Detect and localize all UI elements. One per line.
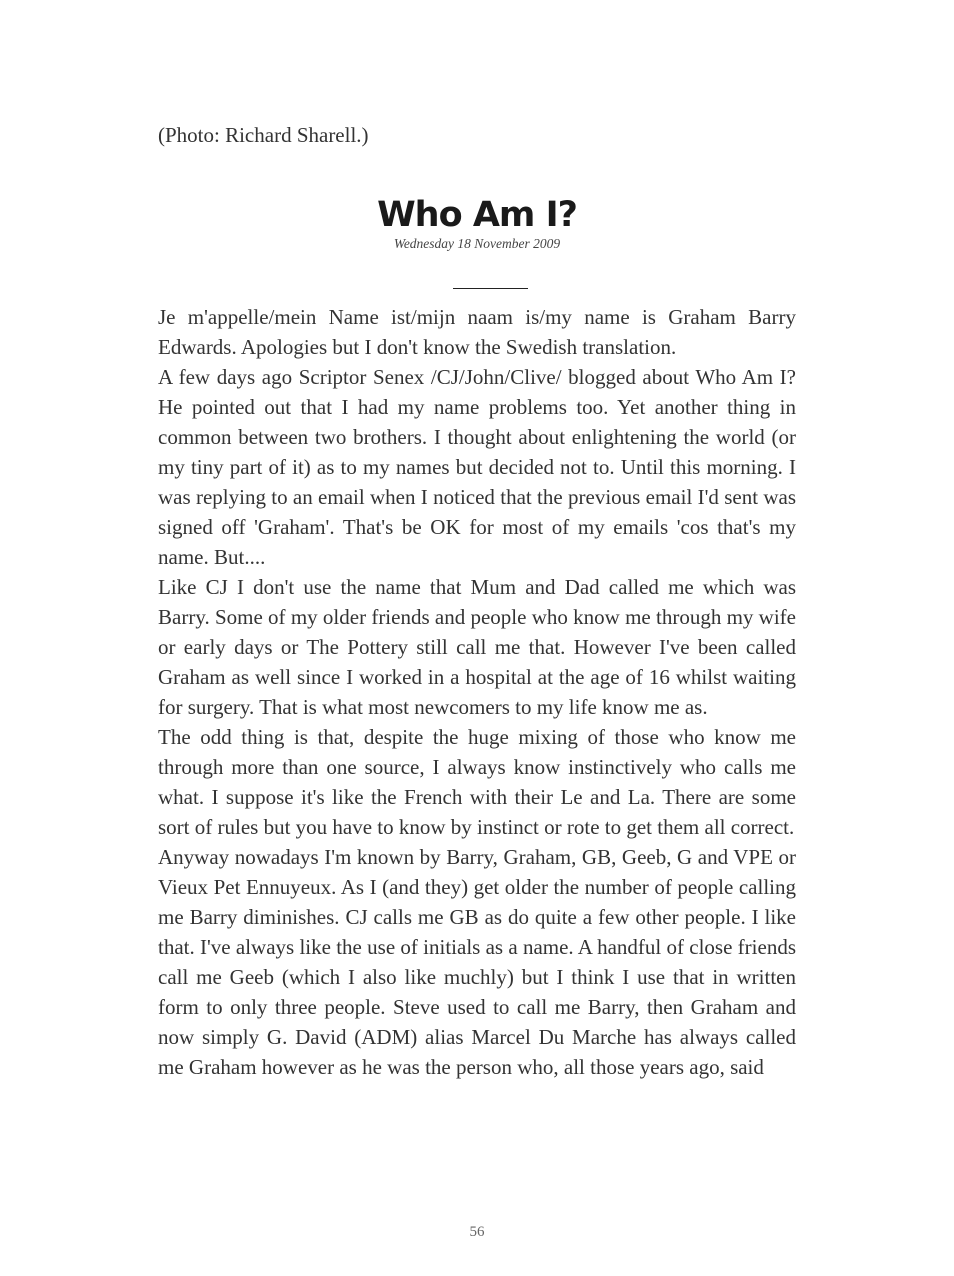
photo-caption: (Photo: Richard Sharell.) (158, 123, 369, 147)
article-paragraph: Anyway nowadays I'm known by Barry, Graham, GB, Geeb, G and VPE or Vieux Pet Ennuyeux. As I (and they) get older the number of people calling me Barry diminishes. CJ calls me GB as do quite a few other people. I like that. I've always like the use of initials as a name. A handful of close friends call me Geeb (which I also like muchly) but I think I use that in written form to only three people. Steve used to call me Barry, then Graham and now simply G. David (ADM) alias Marcel Du Marche has always called me Graham however as he was the person who, all those years ago, said (158, 845, 796, 1079)
page-number: 56 (469, 1224, 485, 1240)
article-date: Wednesday 18 November 2009 (393, 236, 561, 251)
article-paragraph: Je m'appelle/mein Name ist/mijn naam is/my name is Graham Barry Edwards. Apologies but I don't know the Swedish translation. (158, 305, 796, 359)
article-title: Who Am I? (377, 195, 577, 235)
title-divider (453, 288, 528, 289)
article-paragraph: The odd thing is that, despite the huge mixing of those who know me through more than one source, I always know instinctively who calls me what. I suppose it's like the French with their Le and La. There are some sort of rules but you have to know by instinct or rote to get them all correct. (158, 725, 796, 839)
article-paragraph: A few days ago Scriptor Senex /CJ/John/Clive/ blogged about Who Am I? He pointed out that I had my name problems too. Yet another thing in common between two brothers. I thought about enlightening the world (or my tiny part of it) as to my names but decided not to. Until this morning. I was replying to an email when I noticed that the previous email I'd sent was signed off 'Graham'. That's be OK for most of my emails 'cos that's my name. But.... (158, 365, 796, 569)
article-header (0, 194, 954, 252)
article-body (158, 302, 796, 1082)
article-paragraph: Like CJ I don't use the name that Mum and Dad called me which was Barry. Some of my older friends and people who know me through my wife or early days or The Pottery still call me that. However I've been called Graham as well since I worked in a hospital at the age of 16 whilst waiting for surgery. That is what most newcomers to my life know me as. (158, 575, 796, 719)
